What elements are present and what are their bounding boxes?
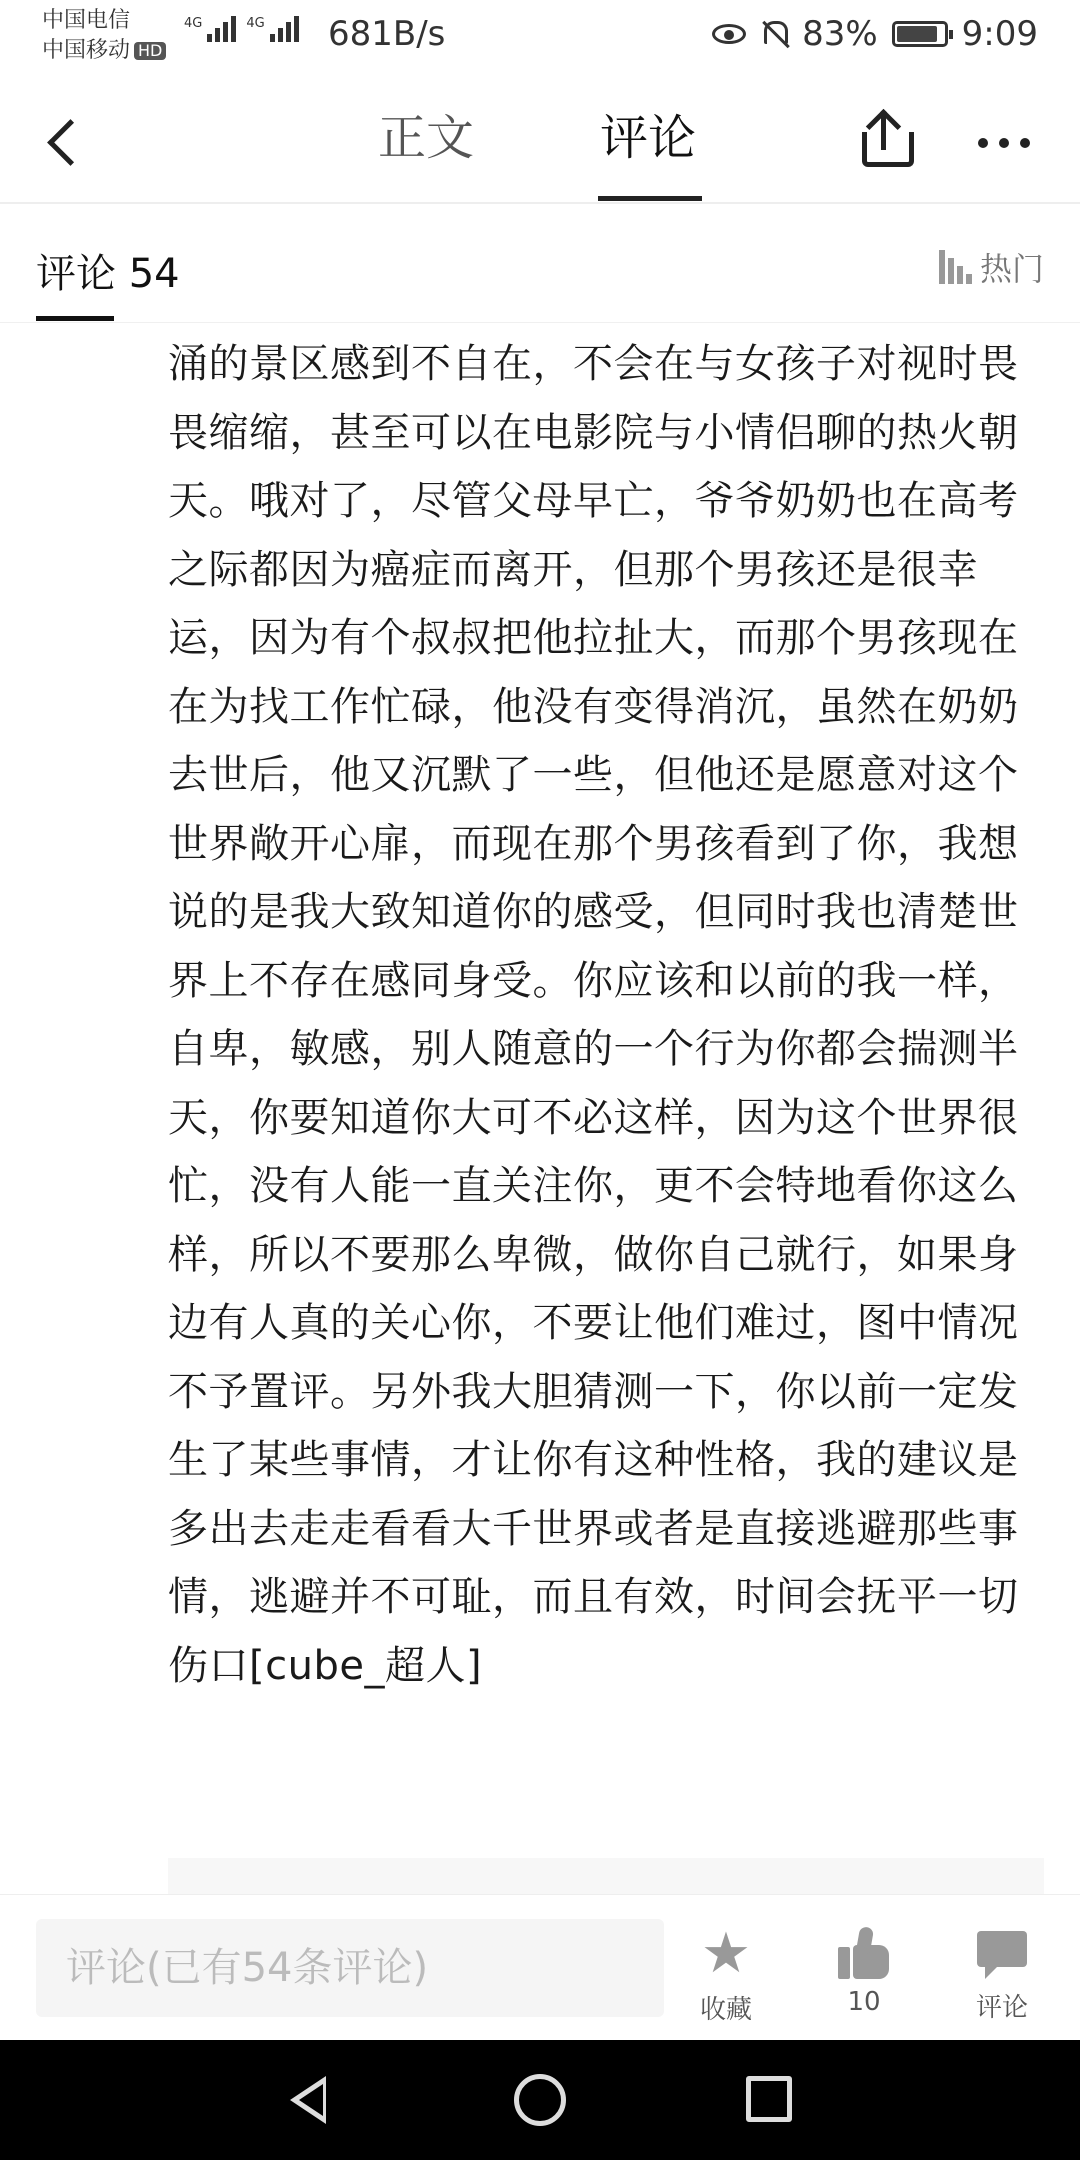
carrier-2: 中国移动 [42,38,131,63]
battery-icon [892,21,948,47]
comment-count-underline [36,316,114,321]
signal-icon [184,16,236,42]
star-icon: ★ [700,1921,752,1986]
status-right [712,14,1038,54]
reply-area [168,1858,1044,1894]
comment-button[interactable] [942,1925,1062,2024]
sort-hot-button[interactable] [939,244,1044,290]
comment-input[interactable] [36,1919,664,2017]
sort-icon [939,250,972,284]
carrier-1: 中国电信 [42,8,131,33]
battery-percent: 83% [802,14,878,54]
sort-label: 热门 [979,250,1044,288]
like-button[interactable] [804,1925,924,2017]
nav-home-icon[interactable] [514,2074,566,2126]
favorite-button[interactable] [666,1921,786,2026]
active-tab-indicator [598,196,702,201]
back-arrow-icon[interactable] [40,112,90,172]
more-icon[interactable] [978,138,1030,148]
comments-header [0,204,1080,323]
thumbs-up-icon [836,1925,892,1981]
mute-bell-icon [760,19,788,49]
system-navigation-bar [0,2040,1080,2160]
tab-article[interactable]: 正文 [378,110,475,166]
carrier-info [42,6,166,66]
comment-bubble-icon [975,1925,1029,1981]
nav-recents-icon[interactable] [746,2076,792,2122]
signal-icons [184,16,299,42]
network-type-2: 4G [246,16,265,31]
share-icon[interactable] [858,110,914,170]
top-navigation [0,80,1080,204]
network-type-1: 4G [184,16,203,31]
status-bar [0,0,1080,80]
comment-count: 评论 54 [36,251,180,297]
hd-badge: HD [134,42,166,60]
comment-label: 评论 [975,1993,1028,2023]
tab-comments[interactable]: 评论 [600,110,697,166]
comment-body: 涌的景区感到不自在，不会在与女孩子对视时畏畏缩缩，甚至可以在电影院与小情侣聊的热火朝天。哦对了，尽管父母早亡，爷爷奶奶也在高考之际都因为癌症而离开，但那个男孩还是很幸运，因为有个叔叔把他拉扯大，而那个男孩现在在为找工作忙碌，他没有变得消沉，虽然在奶奶去世后，他又沉默了一些，但他还是愿意对这个世界敞开心扉，而现在那个男孩看到了你，我想说的是我大致知道你的感受，但同时我也清楚世界上不存在感同身受。你应该和以前的我一样，自卑，敏感，别人随意的一个行为你都会揣测半天，你要知道你大可不必这样，因为这个世界很忙，没有人能一直关注你，更不会特地看你这么样，所以不要那么卑微，做你自己就行，如果身边有人真的关心你，不要让他们难过，图中情况不予置评。另外我大胆猜测一下，你以前一定发生了某些事情，才让你有这种性格，我的建议是多出去走走看看大千世界或者是直接逃避那些事情，逃避并不可耻，而且有效，时间会抚平一切伤口[cube_超人] [168,341,1019,1689]
signal-icon [246,16,298,42]
nav-back-icon[interactable] [290,2076,326,2124]
like-count: 10 [847,1987,881,2017]
clock: 9:09 [961,14,1038,54]
eye-comfort-icon [712,24,746,44]
favorite-label: 收藏 [699,1995,752,2025]
bottom-action-bar [0,1894,1080,2041]
net-speed: 681B/s [328,14,446,54]
